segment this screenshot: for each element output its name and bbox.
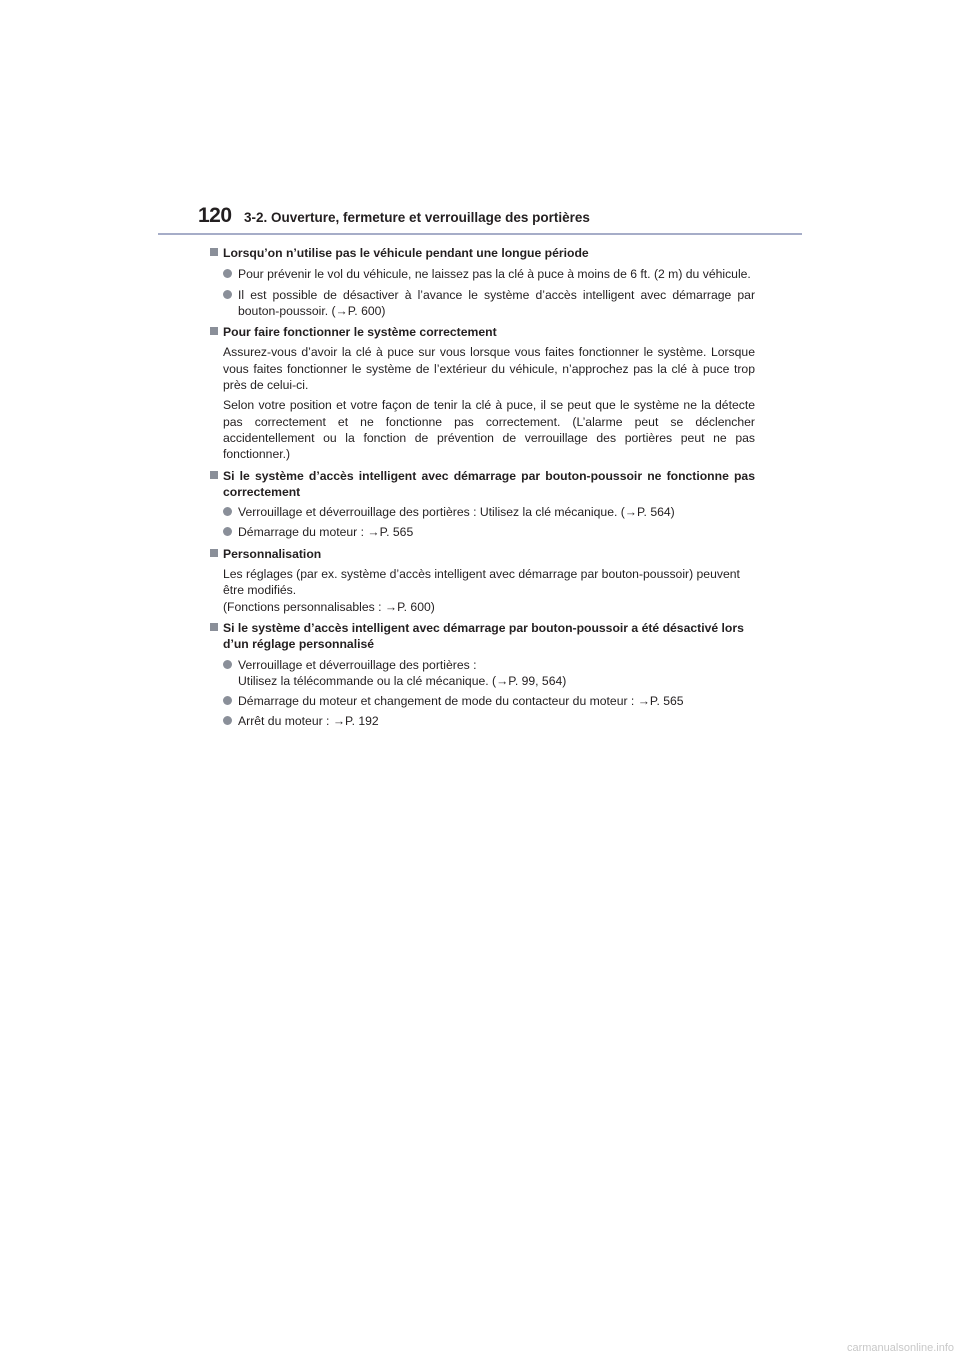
square-bullet-icon <box>210 245 223 262</box>
section-heading <box>210 620 755 653</box>
section-correct-operation <box>210 324 755 462</box>
section-heading-text: Personnalisation <box>223 546 322 561</box>
list-item-text: Démarrage du moteur : →P. 565 <box>238 525 414 540</box>
list-item-text-continued: Utilisez la télécommande ou la clé mécanique. (→P. 99, 564) <box>238 673 567 688</box>
list-item <box>223 524 755 540</box>
list-item <box>223 287 755 320</box>
section-heading-text: Si le système d’accès intelligent avec démarrage par bouton-poussoir ne fonctionne pas correctement <box>223 468 755 499</box>
watermark: carmanualsonline.info <box>846 1342 954 1354</box>
section-heading <box>210 468 755 501</box>
circle-bullet-icon <box>223 287 238 320</box>
section-heading <box>210 324 755 341</box>
list-item-text: Il est possible de désactiver à l’avance le système d’accès intelligent avec démarrage par bouton-poussoir. (→P. 600) <box>238 287 755 318</box>
square-bullet-icon <box>210 546 223 563</box>
list-item-text: Arrêt du moteur : →P. 192 <box>238 714 379 729</box>
list-item-text: Démarrage du moteur et changement de mode du contacteur du moteur : →P. 565 <box>238 694 684 709</box>
circle-bullet-icon <box>223 657 238 690</box>
paragraph: Les réglages (par ex. système d’accès intelligent avec démarrage par bouton-poussoir) peuvent être modifiés. <box>223 567 740 598</box>
section-malfunction <box>210 468 755 541</box>
list-item <box>223 266 755 282</box>
section-heading-text: Si le système d’accès intelligent avec démarrage par bouton-poussoir a été désactivé lors d’un réglage personnalisé <box>223 620 744 652</box>
list-item <box>223 504 755 520</box>
section-heading <box>210 546 755 563</box>
circle-bullet-icon <box>223 713 238 729</box>
page-header <box>198 204 802 236</box>
paragraph: Assurez-vous d’avoir la clé à puce sur vous lorsque vous faites fonctionner le système. Lorsque vous faites fonctionner le système de l’extérieur du véhicule, n’approchez pas la clé à puce trop près de celui-ci. <box>223 345 755 393</box>
page-content <box>210 245 755 730</box>
section-long-period <box>210 245 755 319</box>
circle-bullet-icon <box>223 504 238 520</box>
square-bullet-icon <box>210 468 223 501</box>
list-item-text: Verrouillage et déverrouillage des portières : <box>238 657 477 672</box>
list-item <box>223 657 755 690</box>
page-number: 120 <box>198 204 232 227</box>
circle-bullet-icon <box>223 693 238 709</box>
paragraph: Selon votre position et votre façon de tenir la clé à puce, il se peut que le système ne la détecte pas correctement et ne fonctionne pas correctement. (L’alarme peut se déclencher accidentellement ou la fonction de prévention de verrouillage des portières peut ne pas fonctionner.) <box>223 398 755 462</box>
list-item <box>223 713 755 729</box>
list-item-text: Verrouillage et déverrouillage des portières : Utilisez la clé mécanique. (→P. 564) <box>238 505 675 520</box>
section-heading-text: Pour faire fonctionner le système correctement <box>223 325 497 340</box>
chapter-title: 3-2. Ouverture, fermeture et verrouillage des portières <box>244 210 590 225</box>
list-item <box>223 693 755 709</box>
section-heading-text: Lorsqu’on n’utilise pas le véhicule pendant une longue période <box>223 246 589 260</box>
circle-bullet-icon <box>223 266 238 282</box>
paragraph: (Fonctions personnalisables : →P. 600) <box>223 599 435 614</box>
section-heading <box>210 245 755 262</box>
list-item-text: Pour prévenir le vol du véhicule, ne laissez pas la clé à puce à moins de 6 ft. (2 m) du véhicule. <box>238 267 751 282</box>
section-disabled-customization <box>210 620 755 730</box>
section-customization <box>210 546 755 615</box>
square-bullet-icon <box>210 324 223 341</box>
header-rule <box>158 233 802 235</box>
square-bullet-icon <box>210 620 223 653</box>
circle-bullet-icon <box>223 524 238 540</box>
